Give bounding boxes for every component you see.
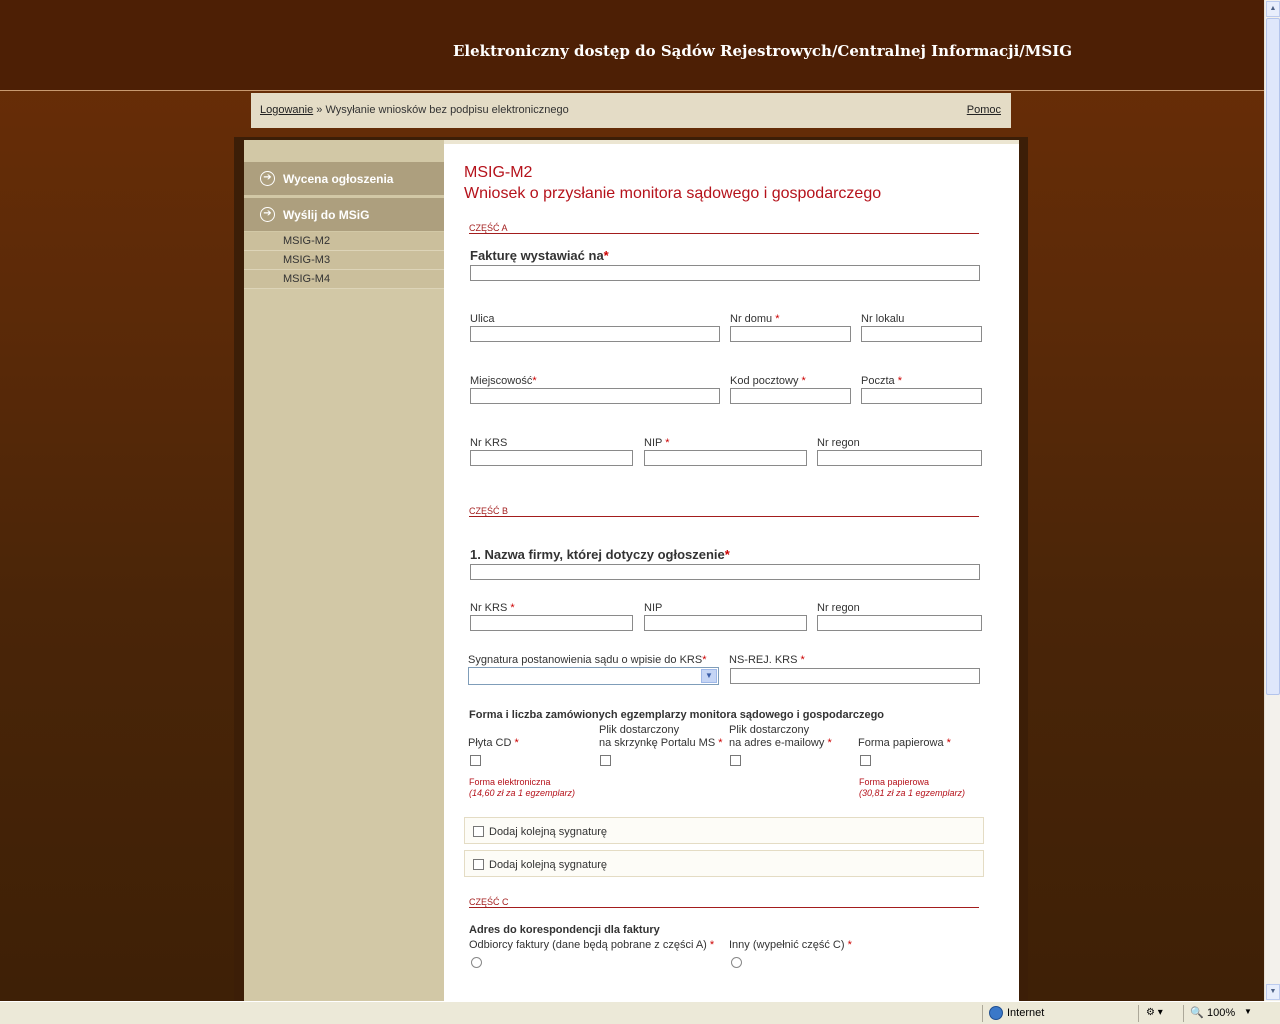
add-signature-row-2 (464, 850, 984, 877)
chevron-down-icon[interactable]: ▼ (1244, 1007, 1252, 1016)
zoom-icon[interactable]: 🔍 (1190, 1007, 1204, 1019)
regon-input-a[interactable] (817, 450, 982, 466)
security-zone: Internet (1007, 1007, 1045, 1019)
required-mark: * (775, 313, 780, 325)
invoice-name-input[interactable] (470, 265, 980, 281)
zoom-level[interactable]: 100% (1207, 1007, 1236, 1019)
sidebar (244, 140, 444, 1001)
opt-paper-text: Forma papierowa (858, 737, 944, 749)
required-mark: * (665, 437, 670, 449)
globe-icon (989, 1006, 1003, 1020)
section-b-heading: CZĘŚĆ B (469, 507, 979, 517)
house-no-input[interactable] (730, 326, 851, 342)
add-signature-label-2: Dodaj kolejną sygnaturę (489, 859, 608, 871)
invoice-label (470, 248, 609, 263)
sidebar-subitem-label: MSIG-M3 (283, 254, 331, 266)
required-mark: * (827, 737, 832, 749)
page-header (0, 0, 1264, 91)
required-mark: * (709, 939, 715, 951)
opt-email-text: na adres e-mailowy (729, 737, 825, 749)
sidebar-subitem-msig-m3[interactable] (244, 251, 444, 270)
signature-select[interactable] (468, 667, 719, 685)
opt-portal-label (599, 737, 723, 749)
sidebar-subitem-msig-m2[interactable] (244, 232, 444, 251)
ns-rej-label (729, 654, 805, 666)
add-signature-checkbox-1[interactable] (473, 826, 484, 837)
opt-paper-label (858, 737, 951, 749)
section-c-heading: CZĘŚĆ C (469, 898, 979, 908)
help-link[interactable]: Pomoc (966, 104, 1001, 116)
required-mark: * (897, 375, 902, 387)
required-mark: * (532, 375, 537, 387)
vertical-scrollbar[interactable] (1264, 0, 1280, 1001)
signature-text: Sygnatura postanowienia sądu o wpisie do KRS (468, 654, 703, 666)
opt-cd-text: Płyta CD (468, 737, 512, 749)
section-a-heading: CZĘŚĆ A (469, 224, 979, 234)
opt-portal-text: na skrzynkę Portalu MS (599, 737, 716, 749)
opt-other-label (729, 939, 852, 951)
post-office-input[interactable] (861, 388, 982, 404)
company-name-text: 1. Nazwa firmy, której dotyczy ogłoszenie (470, 547, 725, 562)
flat-no-label: Nr lokalu (861, 313, 905, 325)
form-panel (444, 140, 1019, 1001)
opt-recipient-label (469, 939, 714, 951)
browser-status-bar (0, 1001, 1280, 1024)
city-input[interactable] (470, 388, 720, 404)
nip-label-a (644, 437, 669, 449)
form-code: MSIG-M2 (464, 164, 533, 181)
electronic-note: Forma elektroniczna (469, 777, 551, 787)
breadcrumb-current: Wysyłanie wniosków bez podpisu elektronicznego (325, 104, 569, 116)
invoice-label-text: Fakturę wystawiać na (470, 248, 604, 263)
status-separator (1183, 1005, 1184, 1022)
sidebar-item-label: Wycena ogłoszenia (283, 172, 394, 186)
opt-recipient-text: Odbiorcy faktury (dane będą pobrane z części A) (469, 939, 707, 951)
opt-recipient-radio[interactable] (471, 957, 482, 968)
required-mark: * (946, 737, 951, 749)
add-signature-checkbox-2[interactable] (473, 859, 484, 870)
postal-code-label (730, 375, 806, 387)
forms-heading: Forma i liczba zamówionych egzemplarzy monitora sądowego i gospodarczego (469, 709, 885, 721)
signature-label (468, 654, 706, 666)
required-mark: * (724, 547, 730, 562)
ns-rej-text: NS-REJ. KRS (729, 654, 798, 666)
krs-label-b (470, 602, 515, 614)
required-mark: * (514, 737, 519, 749)
address-heading: Adres do korespondencji dla faktury (469, 924, 660, 936)
flat-no-input[interactable] (861, 326, 982, 342)
required-mark: * (847, 939, 852, 951)
sidebar-item-wyslij[interactable] (244, 198, 444, 231)
nip-label-b: NIP (644, 602, 663, 614)
ns-rej-input[interactable] (730, 668, 980, 684)
regon-label-b: Nr regon (817, 602, 860, 614)
form-title: Wniosek o przysłanie monitora sądowego i gospodarczego (464, 185, 882, 202)
opt-paper-checkbox[interactable] (860, 755, 871, 766)
required-mark: * (801, 375, 806, 387)
opt-email-label-line1: Plik dostarczony (729, 724, 810, 736)
required-mark: * (603, 248, 609, 263)
scroll-down-icon[interactable]: ▼ (1266, 984, 1280, 1000)
krs-text-b: Nr KRS (470, 602, 508, 614)
protected-mode-icon[interactable]: ⚙ ▾ (1146, 1007, 1163, 1018)
electronic-price: (14,60 zł za 1 egzemplarz) (469, 788, 576, 798)
sidebar-subitem-label: MSIG-M4 (283, 273, 331, 285)
breadcrumb-separator: » (313, 104, 326, 116)
house-no-text: Nr domu (730, 313, 773, 325)
company-name-label (470, 547, 730, 562)
opt-cd-label (468, 737, 519, 749)
street-input[interactable] (470, 326, 720, 342)
krs-input-b[interactable] (470, 615, 633, 631)
opt-email-checkbox[interactable] (730, 755, 741, 766)
scroll-thumb[interactable] (1266, 18, 1280, 695)
sidebar-item-wycena[interactable] (244, 162, 444, 195)
sidebar-subitem-label: MSIG-M2 (283, 235, 331, 247)
regon-input-b[interactable] (817, 615, 982, 631)
scroll-up-icon[interactable]: ▲ (1266, 1, 1280, 17)
opt-email-label (729, 737, 832, 749)
required-mark: * (800, 654, 805, 666)
breadcrumb (260, 104, 569, 116)
opt-other-radio[interactable] (731, 957, 742, 968)
breadcrumb-bar (251, 93, 1011, 128)
arrow-circle-icon: ➔ (260, 207, 275, 222)
paper-note: Forma papierowa (859, 777, 930, 787)
postal-code-text: Kod pocztowy (730, 375, 799, 387)
nip-input-b[interactable] (644, 615, 807, 631)
opt-cd-checkbox[interactable] (470, 755, 481, 766)
krs-label-a: Nr KRS (470, 437, 508, 449)
add-signature-label-1: Dodaj kolejną sygnaturę (489, 826, 608, 838)
required-mark: * (718, 737, 723, 749)
status-separator (982, 1005, 983, 1022)
nip-input-a[interactable] (644, 450, 807, 466)
postal-code-input[interactable] (730, 388, 851, 404)
sidebar-subitem-msig-m4[interactable] (244, 270, 444, 289)
add-signature-row-1 (464, 817, 984, 844)
street-label: Ulica (470, 313, 495, 325)
nip-text-a: NIP (644, 437, 663, 449)
post-office-label (861, 375, 902, 387)
city-text: Miejscowość (470, 375, 533, 387)
city-label (470, 375, 537, 387)
paper-price: (30,81 zł za 1 egzemplarz) (859, 788, 966, 798)
required-mark: * (702, 654, 707, 666)
breadcrumb-link-login[interactable]: Logowanie (260, 104, 314, 116)
company-name-input[interactable] (470, 564, 980, 580)
opt-portal-label-line1: Plik dostarczony (599, 724, 680, 736)
site-title: Elektroniczny dostęp do Sądów Rejestrowych/Centralnej Informacji/MSIG (453, 42, 1073, 60)
sidebar-item-label: Wyślij do MSiG (283, 208, 370, 222)
opt-portal-checkbox[interactable] (600, 755, 611, 766)
arrow-circle-icon: ➔ (260, 171, 275, 186)
status-separator (1138, 1005, 1139, 1022)
post-office-text: Poczta (861, 375, 895, 387)
opt-other-text: Inny (wypełnić część C) (729, 939, 845, 951)
krs-input-a[interactable] (470, 450, 633, 466)
house-no-label (730, 313, 780, 325)
chevron-down-icon[interactable]: ▼ (701, 669, 717, 683)
regon-label-a: Nr regon (817, 437, 860, 449)
required-mark: * (510, 602, 515, 614)
